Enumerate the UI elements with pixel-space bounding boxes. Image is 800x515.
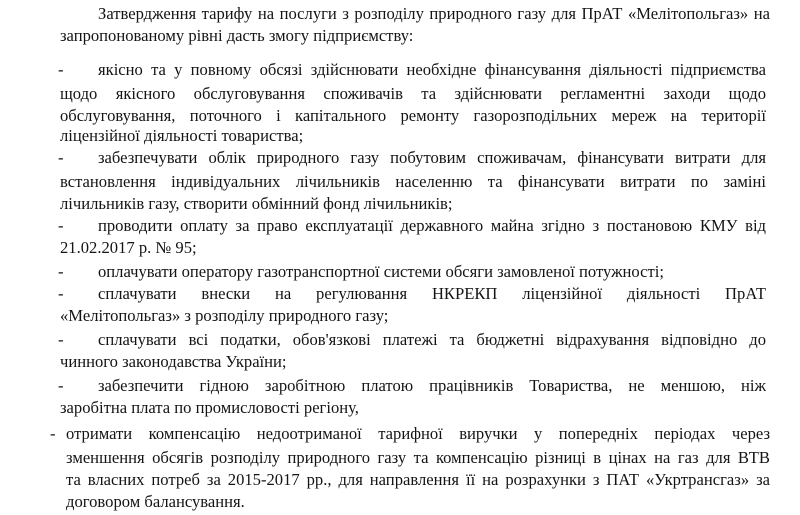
bullet-dash: - — [50, 424, 56, 443]
item-2-line-3: лічильників газу, створити обмінний фонд лічильників; — [60, 194, 453, 213]
item-2-line-2: встановлення індивідуальних лічильників населенню та фінансувати витрати по заміні — [60, 172, 766, 191]
item-3-line-1: проводити оплату за право експлуатації державного майна згідно з постановою КМУ від — [98, 216, 766, 235]
item-3-line-2: 21.02.2017 р. № 95; — [60, 238, 197, 257]
item-8-line-2: зменшення обсягів розподілу природного газу та компенсацію різниці в цінах на газ для ВТВ — [66, 448, 770, 467]
bullet-dash: - — [58, 148, 64, 167]
item-6-line-1: сплачувати всі податки, обов'язкові платежі та бюджетні відрахування відповідно до — [98, 330, 766, 349]
item-5-line-1: сплачувати внески на регулювання НКРЕКП ліцензійної діяльності ПрАТ — [98, 284, 766, 303]
item-1-line-2: щодо якісного обслуговування споживачів та здійснювати регламентні заходи щодо — [60, 84, 766, 103]
item-6-line-2: чинного законодавства України; — [60, 352, 287, 371]
item-5-line-2: «Мелітопольгаз» з розподілу природного газу; — [60, 306, 389, 325]
bullet-dash: - — [58, 284, 64, 303]
bullet-dash: - — [58, 60, 64, 79]
bullet-dash: - — [58, 216, 64, 235]
bullet-dash: - — [58, 376, 64, 395]
item-8-line-1: отримати компенсацію недоотриманої тарифної виручки у попередніх періодах через — [66, 424, 770, 443]
item-1-line-1: якісно та у повному обсязі здійснювати необхідне фінансування діяльності підприємства — [98, 60, 766, 79]
item-8-line-4: договором балансування. — [66, 492, 245, 511]
bullet-dash: - — [58, 330, 64, 349]
item-4-line-1: оплачувати оператору газотранспортної системи обсяги замовленої потужності; — [98, 262, 664, 281]
item-2-line-1: забезпечувати облік природного газу побутовим споживачам, фінансувати витрати для — [98, 148, 766, 167]
intro-line-1: Затвердження тарифу на послуги з розподілу природного газу для ПрАТ «Мелітопольгаз» на — [98, 4, 770, 23]
item-7-line-2: заробітна плата по промисловості регіону, — [60, 398, 359, 417]
item-1-line-3: обслуговування, поточного і капітального ремонту газорозподільних мереж на території — [60, 106, 766, 125]
item-8-line-3: та власних потреб за 2015-2017 рр., для направлення її на розрахунки з ПАТ «Укртрансгаз» за — [66, 470, 770, 489]
item-1-line-4: ліцензійної діяльності товариства; — [60, 126, 304, 145]
bullet-dash: - — [58, 262, 64, 281]
intro-line-2: запропонованому рівні дасть змогу підприємству: — [60, 26, 414, 45]
item-7-line-1: забезпечити гідною заробітною платою працівників Товариства, не меншою, ніж — [98, 376, 766, 395]
